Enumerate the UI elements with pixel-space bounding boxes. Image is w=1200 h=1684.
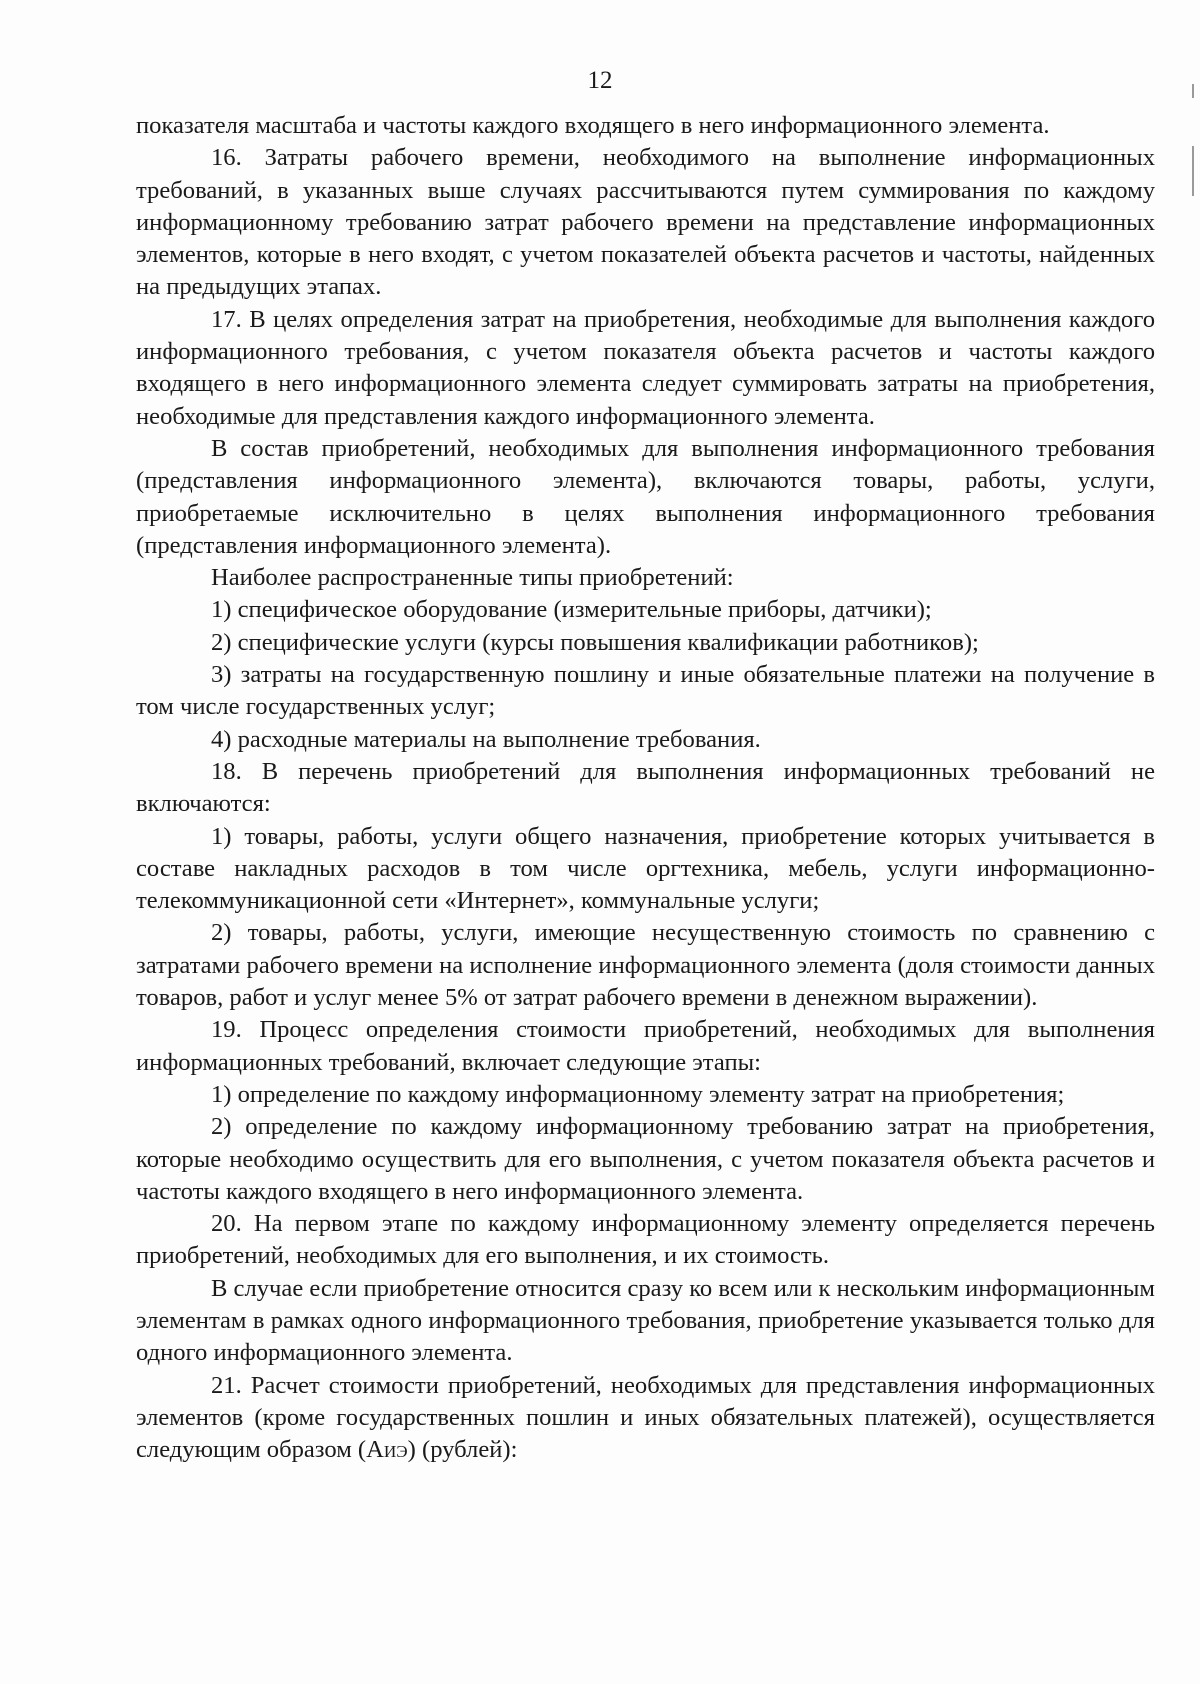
- list-item-stage-1: 1) определение по каждому информационному элементу затрат на приобретения;: [211, 1080, 1065, 1108]
- list-item-stage-2: 2) определение по каждому информационному требованию затрат на приобретения, которые необходимо осуществить для его выполнения, с учетом показателя объекта расчетов и частоты каждого входящего в него информационного элемента.: [136, 1113, 1155, 1205]
- list-item-general-goods: 1) товары, работы, услуги общего назначения, приобретение которых учитывается в составе накладных расходов в том числе оргтехника, мебель, услуги информационно-телекоммуникационной сети «Интернет», коммунальные услуги;: [136, 822, 1155, 915]
- paragraph-composition: В состав приобретений, необходимых для выполнения информационного требования (представления информационного элемента), включаются товары, работы, услуги, приобретаемые исключительно в целях выполнения информационного требования (представления информационного элемента).: [136, 434, 1155, 559]
- paragraph-21-text: 21. Расчет стоимости приобретений, необходимых для представления информационных элементов (кроме государственных пошлин и иных обязательных платежей), осуществляется следующим образом (А: [136, 1371, 1155, 1464]
- paragraph-single-element: В случае если приобретение относится сразу ко всем или к нескольким информационным элементам в рамках одного информационного требования, приобретение указывается только для одного информационного элемента.: [136, 1274, 1155, 1367]
- paragraph-types-heading: Наиболее распространенные типы приобретений:: [211, 564, 734, 592]
- paragraph-20: 20. На первом этапе по каждому информационному элементу определяется перечень приобретений, необходимых для его выполнения, и их стоимость.: [136, 1210, 1155, 1270]
- page-number: 12: [587, 67, 613, 94]
- document-body: [136, 110, 1155, 1468]
- paragraph-16: 16. Затраты рабочего времени, необходимого на выполнение информационных требований, в указанных выше случаях рассчитываются путем суммирования по каждому информационному требованию затрат рабочего времени на представление информационных элементов, которые в него входят, с учетом показателей объекта расчетов и частоты, найденных на предыдущих этапах.: [136, 144, 1155, 301]
- paragraph-19: 19. Процесс определения стоимости приобретений, необходимых для выполнения информационных требований, включает следующие этапы:: [136, 1016, 1155, 1076]
- list-item-materials: 4) расходные материалы на выполнение требования.: [211, 725, 761, 753]
- formula-subscript: ИЭ: [383, 1442, 408, 1462]
- paragraph-21: [136, 1370, 1155, 1469]
- list-item-fees: 3) затраты на государственную пошлину и иные обязательные платежи на получение в том числе государственных услуг;: [136, 661, 1155, 721]
- list-item-equipment: 1) специфическое оборудование (измерительные приборы, датчики);: [211, 596, 932, 624]
- paragraph-continuation: показателя масштаба и частоты каждого входящего в него информационного элемента.: [136, 112, 1050, 139]
- paragraph-18: 18. В перечень приобретений для выполнения информационных требований не включаются:: [136, 757, 1155, 818]
- list-item-insignificant-goods: 2) товары, работы, услуги, имеющие несущественную стоимость по сравнению с затратами рабочего времени на исполнение информационного элемента (доля стоимости данных товаров, работ и услуг менее 5% от затрат рабочего времени в денежном выражении).: [136, 919, 1155, 1012]
- paragraph-21-tail: ) (рублей):: [407, 1436, 518, 1464]
- scan-artifact: [1192, 146, 1194, 196]
- list-item-services: 2) специфические услуги (курсы повышения квалификации работников);: [211, 628, 979, 656]
- paragraph-17: 17. В целях определения затрат на приобретения, необходимые для выполнения каждого информационного требования, с учетом показателя объекта расчетов и частоты каждого входящего в него информационного элемента следует суммировать затраты на приобретения, необходимые для представления каждого информационного элемента.: [136, 305, 1155, 430]
